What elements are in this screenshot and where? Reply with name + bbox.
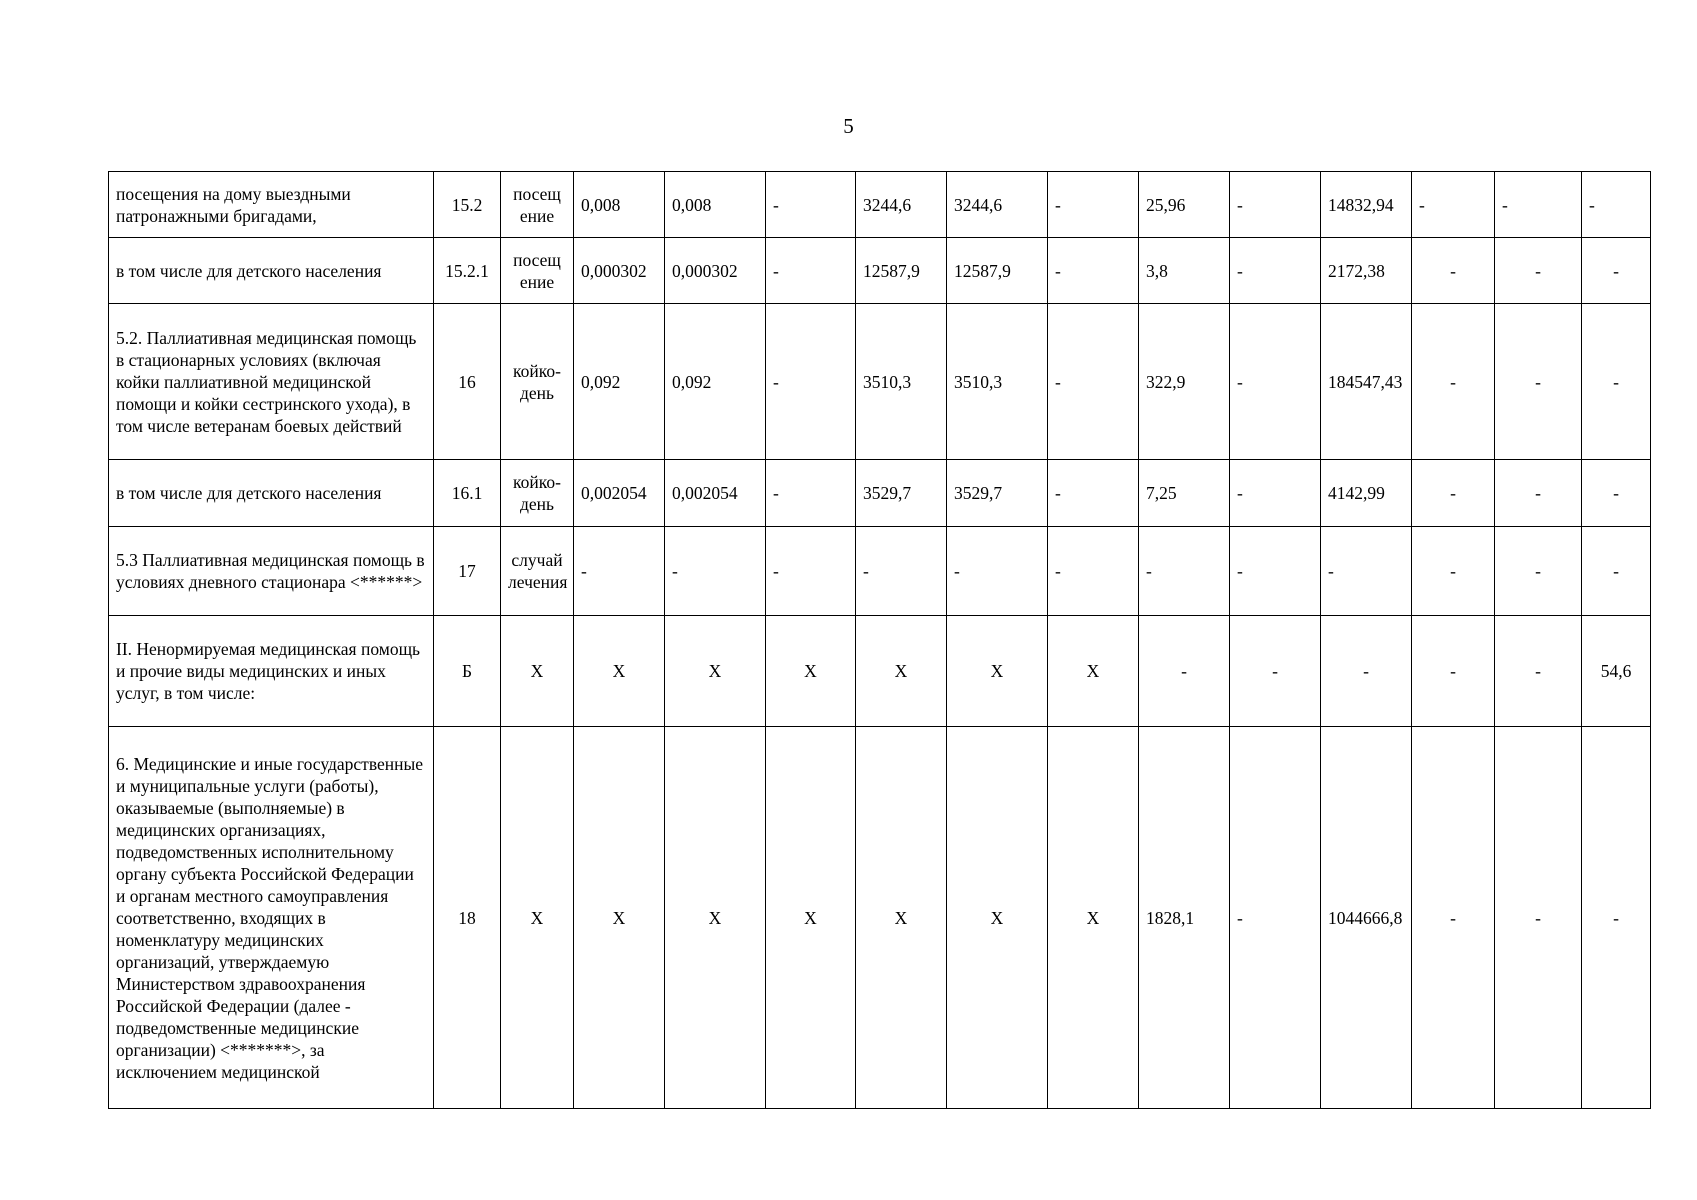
cell: Х — [766, 727, 856, 1109]
cell: Х — [766, 616, 856, 727]
cell: 25,96 — [1139, 172, 1230, 238]
cell: 12587,9 — [947, 238, 1048, 304]
cell: - — [1230, 727, 1321, 1109]
cell: Х — [665, 616, 766, 727]
cell: - — [1412, 460, 1495, 527]
row-name: 5.2. Паллиативная медицинская помощь в стационарных условиях (включая койки паллиативной медицинской помощи и койки сестринского ухода), в том числе ветеранам боевых действий — [109, 304, 434, 460]
cell: - — [1230, 527, 1321, 616]
cell: - — [1321, 616, 1412, 727]
row-unit: посещ ение — [501, 238, 574, 304]
cell: 4142,99 — [1321, 460, 1412, 527]
cell: - — [1495, 238, 1582, 304]
cell: - — [1495, 616, 1582, 727]
cell: 0,002054 — [574, 460, 665, 527]
cell: 0,092 — [574, 304, 665, 460]
cell: 14832,94 — [1321, 172, 1412, 238]
row-unit: койко-день — [501, 460, 574, 527]
cell: - — [766, 460, 856, 527]
cell: - — [1495, 304, 1582, 460]
row-code: 16.1 — [434, 460, 501, 527]
cell: 12587,9 — [856, 238, 947, 304]
table-row — [109, 727, 1651, 1109]
cell: - — [1495, 172, 1582, 238]
cell: 0,000302 — [574, 238, 665, 304]
cell: - — [665, 527, 766, 616]
row-name: в том числе для детского населения — [109, 238, 434, 304]
cell: - — [856, 527, 947, 616]
cell: 184547,43 — [1321, 304, 1412, 460]
cell: - — [766, 304, 856, 460]
cell: 0,002054 — [665, 460, 766, 527]
cell: 322,9 — [1139, 304, 1230, 460]
row-name: в том числе для детского населения — [109, 460, 434, 527]
cell: - — [1048, 172, 1139, 238]
cell: - — [1412, 727, 1495, 1109]
page-number: 5 — [843, 114, 854, 138]
cell: - — [1139, 616, 1230, 727]
cell: Х — [947, 616, 1048, 727]
cell: 1044666,8 — [1321, 727, 1412, 1109]
cell: - — [1412, 527, 1495, 616]
cell: - — [1495, 527, 1582, 616]
cell: - — [1582, 727, 1651, 1109]
cell: 3529,7 — [947, 460, 1048, 527]
cell: - — [1139, 527, 1230, 616]
row-code: Б — [434, 616, 501, 727]
cell: - — [1412, 238, 1495, 304]
cell: - — [1230, 172, 1321, 238]
cell: - — [1582, 304, 1651, 460]
cell: 2172,38 — [1321, 238, 1412, 304]
cell: Х — [1048, 616, 1139, 727]
cell: - — [1495, 727, 1582, 1109]
row-code: 17 — [434, 527, 501, 616]
cell: - — [1321, 527, 1412, 616]
cell: - — [1582, 172, 1651, 238]
cell: - — [1412, 304, 1495, 460]
cell: Х — [574, 727, 665, 1109]
row-code: 15.2 — [434, 172, 501, 238]
cell: 0,000302 — [665, 238, 766, 304]
row-name: II. Ненормируемая медицинская помощь и прочие виды медицинских и иных услуг, в том числе: — [109, 616, 434, 727]
cell: - — [1412, 172, 1495, 238]
cell: - — [574, 527, 665, 616]
cell: 7,25 — [1139, 460, 1230, 527]
cell: 0,008 — [574, 172, 665, 238]
row-unit: койко-день — [501, 304, 574, 460]
cell: 0,092 — [665, 304, 766, 460]
table-row — [109, 238, 1651, 304]
cell: 3510,3 — [947, 304, 1048, 460]
cell: - — [1048, 304, 1139, 460]
cell: - — [1230, 616, 1321, 727]
cell: Х — [665, 727, 766, 1109]
row-code: 16 — [434, 304, 501, 460]
row-unit: случай лечения — [501, 527, 574, 616]
cell: - — [1230, 304, 1321, 460]
cell: - — [1230, 238, 1321, 304]
table-row — [109, 527, 1651, 616]
cell: 3244,6 — [947, 172, 1048, 238]
row-name: 5.3 Паллиативная медицинская помощь в условиях дневного стационара <******> — [109, 527, 434, 616]
cell: Х — [1048, 727, 1139, 1109]
cell: 1828,1 — [1139, 727, 1230, 1109]
row-name: 6. Медицинские и иные государственные и муниципальные услуги (работы), оказываемые (выполняемые) в медицинских организациях, подведомственных исполнительному органу субъекта Российской Федерации и органам местного самоуправления соответственно, входящих в номенклатуру медицинских организаций, утверждаемую Министерством здравоохранения Российской Федерации (далее - подведомственные медицинские организации) <*******>, за исключением медицинской — [109, 727, 434, 1109]
row-unit: Х — [501, 616, 574, 727]
cell: Х — [856, 616, 947, 727]
cell: - — [1495, 460, 1582, 527]
cell: - — [1048, 460, 1139, 527]
cell: - — [1582, 460, 1651, 527]
cell: Х — [947, 727, 1048, 1109]
data-table — [108, 171, 1651, 1109]
cell: 0,008 — [665, 172, 766, 238]
row-code: 18 — [434, 727, 501, 1109]
row-code: 15.2.1 — [434, 238, 501, 304]
cell: 3244,6 — [856, 172, 947, 238]
row-name: посещения на дому выездными патронажными бригадами, — [109, 172, 434, 238]
cell: - — [766, 172, 856, 238]
cell: - — [766, 238, 856, 304]
cell: - — [1230, 460, 1321, 527]
cell: - — [1582, 238, 1651, 304]
row-unit: посещ ение — [501, 172, 574, 238]
table-row — [109, 616, 1651, 727]
cell: 3510,3 — [856, 304, 947, 460]
cell: Х — [574, 616, 665, 727]
row-unit: Х — [501, 727, 574, 1109]
cell: - — [1048, 238, 1139, 304]
table-row — [109, 460, 1651, 527]
cell: - — [1582, 527, 1651, 616]
cell: Х — [856, 727, 947, 1109]
cell: - — [1048, 527, 1139, 616]
cell: 3529,7 — [856, 460, 947, 527]
cell: - — [1412, 616, 1495, 727]
cell: 3,8 — [1139, 238, 1230, 304]
table-row — [109, 172, 1651, 238]
cell: - — [947, 527, 1048, 616]
table-row — [109, 304, 1651, 460]
cell: - — [766, 527, 856, 616]
cell: 54,6 — [1582, 616, 1651, 727]
